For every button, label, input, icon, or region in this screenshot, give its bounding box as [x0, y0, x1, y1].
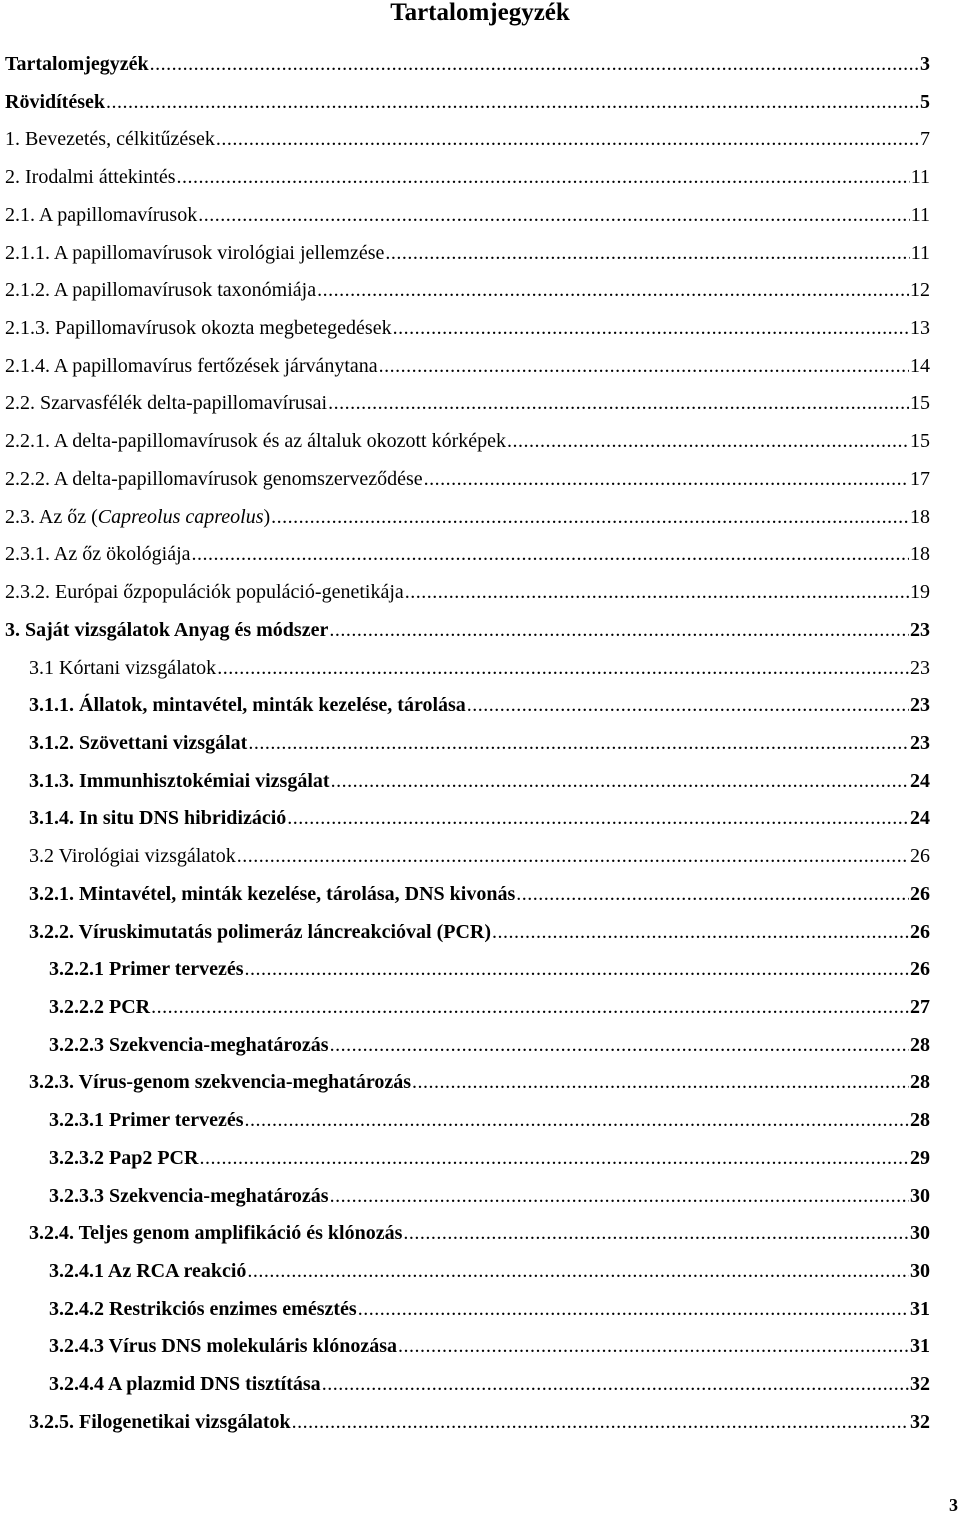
toc-entry-title: 3.2.2.3 Szekvencia-meghatározás [49, 1033, 329, 1056]
dot-leader [516, 879, 909, 909]
toc-entry-title: 2.2.2. A delta-papillomavírusok genomszerveződése [5, 467, 423, 490]
dot-leader [237, 841, 909, 871]
toc-entry-page: 26 [910, 845, 930, 868]
toc-entry[interactable] [0, 124, 960, 162]
toc-entry[interactable] [0, 615, 960, 653]
toc-entry-title: 2.2.1. A delta-papillomavírusok és az általuk okozott kórképek [5, 430, 506, 453]
toc-entry-page: 30 [910, 1260, 930, 1282]
toc-entry-page: 23 [910, 618, 930, 641]
table-of-contents [0, 49, 960, 1445]
dot-leader [358, 1294, 909, 1324]
toc-entry[interactable] [0, 1143, 960, 1181]
toc-entry[interactable] [0, 1030, 960, 1068]
dot-leader [424, 464, 909, 494]
toc-entry-title-part: ) [263, 505, 271, 528]
toc-entry-page: 15 [910, 392, 930, 415]
toc-entry-title: 2.1.3. Papillomavírusok okozta megbetegedések [5, 317, 392, 340]
toc-entry[interactable] [0, 539, 960, 577]
toc-entry-title: 3.1.2. Szövettani vizsgálat [29, 731, 248, 754]
toc-entry[interactable] [0, 803, 960, 841]
toc-entry-page: 26 [910, 958, 930, 981]
dot-leader [328, 388, 909, 418]
dot-leader [492, 917, 909, 947]
toc-entry-page: 26 [910, 882, 930, 905]
toc-entry-title: 3.2.3. Vírus-genom szekvencia-meghatározás [29, 1071, 411, 1094]
toc-entry[interactable] [0, 275, 960, 313]
toc-entry-title: 3.2.1. Mintavétel, minták kezelése, tárolása, DNS kivonás [29, 882, 516, 905]
toc-entry[interactable] [0, 1256, 960, 1294]
toc-entry[interactable] [0, 87, 960, 125]
toc-entry-title: 3.2.3.3 Szekvencia-meghatározás [49, 1184, 329, 1207]
toc-entry-page: 30 [910, 1184, 930, 1207]
dot-leader [330, 1181, 909, 1211]
toc-entry-page: 24 [910, 807, 930, 830]
dot-leader [150, 49, 919, 79]
toc-entry-title: 3.2 Virológiai vizsgálatok [29, 845, 236, 868]
dot-leader [287, 803, 909, 833]
toc-entry[interactable] [0, 954, 960, 992]
toc-entry-page: 28 [910, 1071, 930, 1094]
toc-entry-title: Rövidítések [5, 90, 105, 113]
toc-entry-title: 3.2.3.1 Primer tervezés [49, 1109, 244, 1132]
toc-entry-title [5, 502, 270, 532]
toc-entry-title: 3.2.2.1 Primer tervezés [49, 958, 244, 981]
dot-leader [216, 124, 919, 154]
toc-entry-page: 3 [920, 53, 930, 75]
toc-entry-title: 3.2.3.2 Pap2 PCR [49, 1146, 199, 1169]
toc-entry-page: 28 [910, 1033, 930, 1056]
toc-entry-page: 31 [910, 1335, 930, 1358]
toc-entry-page: 15 [910, 430, 930, 453]
toc-entry[interactable] [0, 238, 960, 276]
toc-entry[interactable] [0, 1181, 960, 1219]
toc-entry-page: 29 [910, 1146, 930, 1169]
toc-entry[interactable] [0, 728, 960, 766]
dot-leader [151, 992, 909, 1022]
toc-entry-page: 11 [910, 241, 930, 264]
dot-leader [317, 275, 909, 305]
toc-entry[interactable] [0, 1067, 960, 1105]
toc-entry-page: 7 [920, 128, 930, 151]
toc-entry[interactable] [0, 313, 960, 351]
toc-entry-title: 2.2. Szarvasfélék delta-papillomavírusai [5, 392, 328, 415]
toc-entry[interactable] [0, 49, 960, 87]
dot-leader [412, 1067, 909, 1097]
dot-leader [398, 1331, 909, 1361]
toc-entry-title: 3.2.4. Teljes genom amplifikáció és klónozás [29, 1222, 403, 1245]
toc-entry[interactable] [0, 690, 960, 728]
dot-leader [330, 1030, 909, 1060]
toc-entry[interactable] [0, 1294, 960, 1332]
toc-entry-title: 3.1.3. Immunhisztokémiai vizsgálat [29, 769, 330, 792]
toc-entry-title: 3.1 Kórtani vizsgálatok [29, 656, 217, 679]
toc-entry-title: 3. Saját vizsgálatok Anyag és módszer [5, 618, 329, 641]
page-title: Tartalomjegyzék [390, 0, 570, 26]
toc-entry[interactable] [0, 766, 960, 804]
toc-entry-title: 3.1.4. In situ DNS hibridizáció [29, 807, 287, 830]
toc-entry-page: 11 [910, 166, 930, 189]
dot-leader [247, 1256, 909, 1286]
toc-entry[interactable] [0, 502, 960, 540]
toc-entry-page: 17 [910, 467, 930, 490]
toc-entry[interactable] [0, 653, 960, 691]
toc-entry-page: 13 [910, 317, 930, 340]
toc-entry-title: 2.3.1. Az őz ökológiája [5, 543, 191, 566]
toc-entry[interactable] [0, 1218, 960, 1256]
dot-leader [403, 1218, 909, 1248]
toc-entry-page: 5 [920, 90, 930, 113]
dot-leader [248, 728, 909, 758]
toc-entry-page: 19 [910, 581, 930, 604]
dot-leader [106, 87, 919, 117]
toc-entry-page: 11 [910, 203, 930, 226]
dot-leader [292, 1407, 909, 1437]
toc-entry[interactable] [0, 1331, 960, 1369]
toc-entry-page: 32 [910, 1410, 930, 1433]
toc-entry[interactable] [0, 426, 960, 464]
toc-entry[interactable] [0, 577, 960, 615]
toc-entry-title: Tartalomjegyzék [5, 53, 149, 75]
toc-entry-page: 31 [910, 1297, 930, 1320]
dot-leader [405, 577, 909, 607]
toc-entry-page: 30 [910, 1222, 930, 1245]
toc-entry-title: 2.1.4. A papillomavírus fertőzések járványtana [5, 354, 378, 377]
toc-entry-title: 2.1.1. A papillomavírusok virológiai jellemzése [5, 241, 385, 264]
dot-leader [385, 238, 909, 268]
toc-entry[interactable] [0, 879, 960, 917]
toc-entry-title: 2.3.2. Európai őzpopulációk populáció-genetikája [5, 581, 404, 604]
toc-entry-title: 3.1.1. Állatok, mintavétel, minták kezelése, tárolása [29, 694, 466, 717]
toc-entry-page: 18 [910, 505, 930, 528]
toc-entry-page: 23 [910, 694, 930, 717]
toc-entry[interactable] [0, 992, 960, 1030]
toc-entry[interactable] [0, 1407, 960, 1445]
dot-leader [192, 539, 909, 569]
dot-leader [198, 200, 910, 230]
toc-entry-title: 3.2.4.2 Restrikciós enzimes emésztés [49, 1297, 357, 1320]
toc-entry-title: 2.1.2. A papillomavírusok taxonómiája [5, 279, 317, 302]
dot-leader [329, 615, 909, 645]
toc-entry[interactable] [0, 388, 960, 426]
toc-entry-page: 26 [910, 920, 930, 943]
dot-leader [393, 313, 909, 343]
dot-leader [271, 502, 909, 532]
toc-entry-title: 3.2.5. Filogenetikai vizsgálatok [29, 1410, 291, 1433]
toc-entry-page: 32 [910, 1373, 930, 1396]
dot-leader [177, 162, 910, 192]
dot-leader [322, 1369, 909, 1399]
toc-entry[interactable] [0, 917, 960, 955]
toc-entry-title-italic: Capreolus capreolus [97, 505, 264, 528]
dot-leader [245, 1105, 909, 1135]
toc-entry[interactable] [0, 200, 960, 238]
toc-entry-page: 14 [910, 354, 930, 377]
toc-entry-page: 23 [910, 731, 930, 754]
toc-entry-title: 1. Bevezetés, célkitűzések [5, 128, 215, 151]
toc-entry[interactable] [0, 841, 960, 879]
dot-leader [199, 1143, 909, 1173]
dot-leader [379, 351, 909, 381]
toc-entry[interactable] [0, 162, 960, 200]
toc-entry-page: 27 [910, 995, 930, 1018]
dot-leader [467, 690, 909, 720]
toc-entry-title: 2.1. A papillomavírusok [5, 203, 198, 226]
toc-entry-title: 2. Irodalmi áttekintés [5, 166, 176, 189]
dot-leader [245, 954, 909, 984]
toc-entry-page: 24 [910, 769, 930, 792]
page-number: 3 [949, 1495, 958, 1515]
toc-entry[interactable] [0, 1105, 960, 1143]
toc-entry-page: 12 [910, 279, 930, 302]
toc-entry-page: 23 [910, 656, 930, 679]
dot-leader [331, 766, 909, 796]
toc-entry-title: 3.2.4.1 Az RCA reakció [49, 1260, 247, 1282]
toc-entry-title: 3.2.4.4 A plazmid DNS tisztítása [49, 1373, 321, 1396]
toc-entry-title-part: 2.3. Az őz ( [5, 505, 98, 528]
toc-entry[interactable] [0, 351, 960, 389]
dot-leader [507, 426, 909, 456]
toc-entry[interactable] [0, 464, 960, 502]
toc-entry-title: 3.2.2.2 PCR [49, 995, 151, 1018]
toc-entry[interactable] [0, 1369, 960, 1407]
toc-entry-title: 3.2.2. Víruskimutatás polimeráz láncreakcióval (PCR) [29, 920, 492, 943]
toc-entry-page: 18 [910, 543, 930, 566]
toc-entry-title: 3.2.4.3 Vírus DNS molekuláris klónozása [49, 1335, 398, 1358]
toc-entry-page: 28 [910, 1109, 930, 1132]
dot-leader [217, 653, 909, 683]
